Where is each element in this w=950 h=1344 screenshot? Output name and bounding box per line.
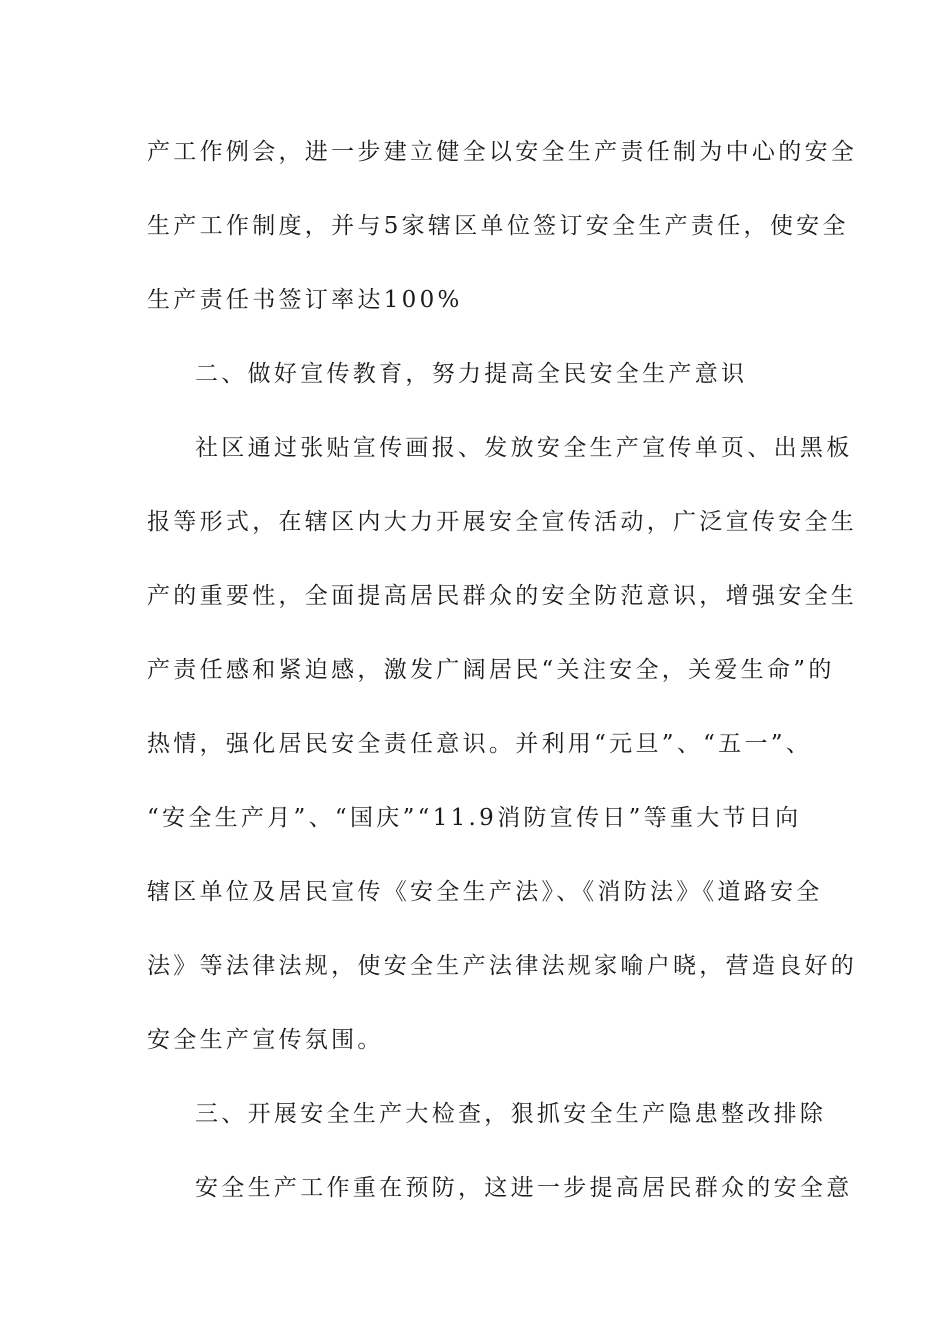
body-line: 法》等法律法规，使安全生产法律法规家喻户晓，营造良好的: [147, 953, 858, 979]
body-line: 产工作例会，进一步建立健全以安全生产责任制为中心的安全: [147, 139, 858, 165]
section-heading: 三、开展安全生产大检查，狠抓安全生产隐患整改排除: [195, 1101, 827, 1127]
body-line: 安全生产宣传氛围。: [147, 1027, 384, 1053]
body-line: “安全生产月”、“国庆”“11.9消防宣传日”等重大节日向: [147, 805, 802, 831]
body-line: 报等形式，在辖区内大力开展安全宣传活动，广泛宣传安全生: [147, 509, 858, 535]
paragraph-first-line: 安全生产工作重在预防，这进一步提高居民群众的安全意: [195, 1175, 853, 1201]
document-body: [147, 115, 858, 1225]
body-line: 产的重要性，全面提高居民群众的安全防范意识，增强安全生: [147, 583, 858, 609]
paragraph-first-line: 社区通过张贴宣传画报、发放安全生产宣传单页、出黑板: [195, 435, 853, 461]
body-line: 热情，强化居民安全责任意识。并利用“元旦”、“五一”、: [147, 731, 813, 757]
body-line: 辖区单位及居民宣传《安全生产法》、《消防法》《道路安全: [147, 879, 823, 905]
section-heading: 二、做好宣传教育，努力提高全民安全生产意识: [195, 361, 748, 387]
body-line: 生产责任书签订率达100%: [147, 287, 463, 313]
body-line: 产责任感和紧迫感，激发广阔居民“关注安全，关爱生命”的: [147, 657, 835, 683]
body-line: 生产工作制度，并与5家辖区单位签订安全生产责任，使安全: [147, 213, 849, 239]
